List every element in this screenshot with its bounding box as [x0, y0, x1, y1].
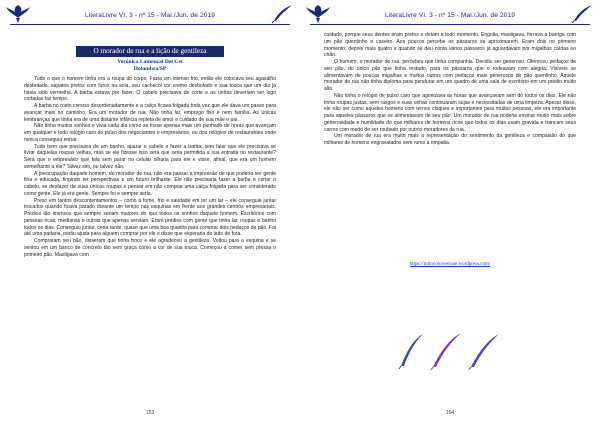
quill-icon [570, 4, 594, 24]
paragraph: O homem, o morador de rua, percebeu que tinha companhia. Decidiu ser generoso. Ofereceu pedaços de seu pão, do único pão que tinha restado, para os pássaros que o rodeavam com alegria. Visíveis se alimentavam de poucas migalhas e muitos outros com pedaços mais generosos de pão quentinho. Aquele morador de rua não tinha diploma para pendurar em um quadro de uma sala de escritório em um prédio muito alto. [324, 59, 576, 92]
paragraph: cuidado, porque seus dentes eram pretos e doíam a todo momento. Engolia, mastigava, forrava a barriga com um pão quentinho e caseiro. Aos poucos percebe os pássaros se aproximarem. Eram dois no primeiro momento, depois mais quatro e quando se deu conta vários pássaros já aguardavam por migalhas caídas no chão. [324, 32, 576, 59]
right-page [300, 0, 600, 424]
paragraph: Preso em tantos descontentamentos – como a fome, frio e saudade em ter um lar – ele conseguia juntar trocados quando ficava parado durante um tempo nas esquinas em frente aos grandes centros empresariais. Prédios tão imensos que sempre seriam maiores do que todos os sonhos daquele homem. Escritórios com pessoas ricas, medianas e outras que apenas serviam. Eram prédios com gente que tinha lar, roupas e banho todos os dias. Conseguiu juntar, certa tarde, quase que uma boa quantia para comprar dois pedaços de pão. Foi até uma padaria, pediu ajuda para alguém comprar por ele e disse que esperaria do lado de fora. [24, 197, 276, 238]
page-number: 153 [145, 410, 155, 416]
page-header [306, 4, 594, 24]
header-divider [10, 24, 290, 25]
page-header [6, 4, 294, 24]
article-title: O morador de rua e a lição de gentileza [76, 46, 224, 57]
paragraph: Tudo bem que precisava de um banho, aparar o cabelo e fazer a barba, sem falar que ele precisava se livrar daquelas roupas velhas, mas se ele fizesse isso será que seria permitida a sua entrada no restaurante? Será que o empresário que fala sem parar no celular olharia para ele e visse, afinal, que era um homem semelhante a ele? Talvez sim, ou talvez não. [24, 143, 276, 170]
page-number: 154 [445, 410, 455, 416]
paragraph: Não tinha muitos sonhos e vivia cada dia como se fosse apenas mais um punhado de horas que avançam em qualquer e todo relógio caro do pulso dos negociantes e empresários, ou dos relógios de restaurantes onde nunca conseguia entrar. [24, 123, 276, 143]
header-title: LiteraLivre VI. 3 - nº 15 - Mai./Jun. de 2019 [84, 12, 216, 19]
quill-icon [270, 4, 294, 24]
author-block [0, 59, 300, 73]
author-name: Verônica Lamenzal Del Cet [117, 59, 183, 65]
paragraph: Compraram seu pão, disseram que tinha troco e ele agradeceu a gentileza. Voltou para a esquina e se sentou em um banco de concreto tão sem graça como a cor de sua touca. Começou a comer sem pressa o primeiro pão. Mastigava com [24, 238, 276, 258]
paragraph: Tudo o que o homem tinha era a roupa do corpo. Fazia um intenso frio, então ele colocava seu agasalho desbotado, sapatos pretos com furos na sola, seu cachecol cor creme desbotado e sua touca que um dia já havia sido vermelha. A barba estava por fazer. O cabelo precisava de corte e as unhas deveriam ser logo cortadas faz tempo. [24, 76, 276, 103]
quill-icon [395, 330, 505, 370]
paragraph: Um morador de rua era muito mais a representação do sentimento da gentileza e compaixão do que milhares de homens engravatados sem rumo à empatia. [324, 133, 576, 146]
header-title: LiteraLivre VI. 3 - nº 15 - Mai./Jun. de 2019 [384, 12, 516, 19]
winged-logo-icon [306, 4, 330, 24]
header-divider [310, 24, 590, 25]
winged-logo-icon [6, 4, 30, 24]
author-blog-link[interactable]: https://mlinvoiceverone.wordpress.com/ [409, 262, 491, 267]
article-body [324, 32, 576, 147]
article-body [24, 76, 276, 258]
author-location: Holambra/SP [133, 66, 167, 72]
paragraph: A barba no rosto crescia desordenadamente e a calça ficava folgada toda vez que ele dava um passo para avançar mais no caminho. Era um morador de rua. Não tinha lar, emprego fixo e nem família. As únicas lembranças que tinha era de uma distante infância repleta de amor e cuidado de sua mãe e pai. [24, 103, 276, 123]
paragraph: A preocupação daquele homem, do morador de rua, não era passar a impressão de que poderia ser gente fina e educada, fingindo ter perspectivas e um futuro brilhante. Ele não precisaria fazer a barba e cortar o cabelo, se desfazer de suas únicas roupas e pensar em não comprar uma calça folgada para ser considerado como gente. Ele já era gente. Sempre foi e sempre seria. [24, 170, 276, 197]
paragraph: Não tinha o relógio de pulso caro que agonizava as horas que avançavam sem dó todos os dias. Ele não tinha roupas justas, sem rasgos e suas unhas continuaram sujas e necessitadas de uma limpeza. Apesar disso, ele não ser como aqueles homens com ternos chiques e importantes para muitas pessoas, ele era importante para aqueles pássaros que se alimentavam de seu pão. Um morador de rua poderia ensinar muito mais sobre generosidade e humildade do que milhares de homens ricos que todos os dias usam gravata e trancam seus carros com medo de ser roubado por outros moradores de rua. [324, 92, 576, 133]
